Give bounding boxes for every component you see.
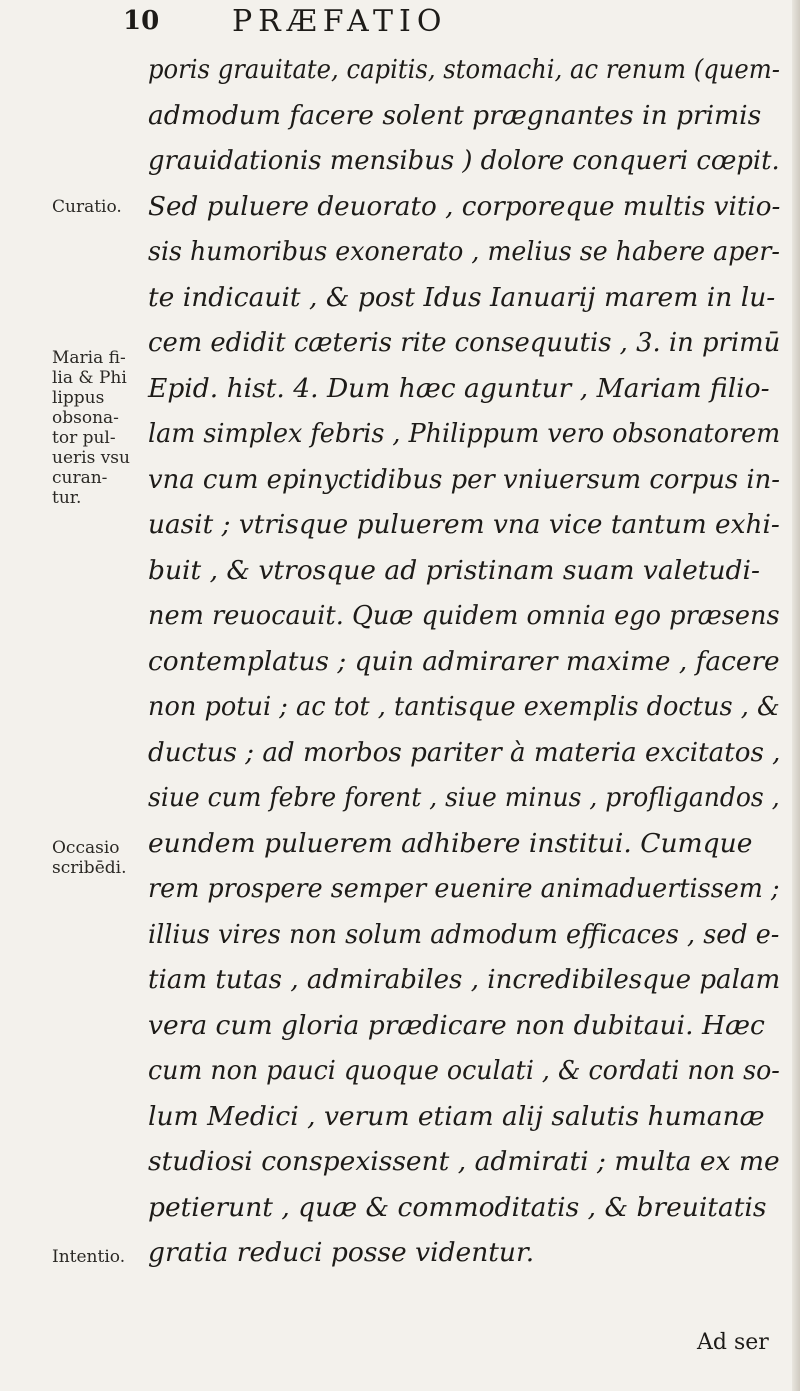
text-line: poris grauitate, capitis, stomachi, ac renum (quem-: [148, 54, 780, 85]
running-head: [0, 4, 800, 44]
text-line: studiosi conspexissent , admirati ; multa ex me: [148, 1146, 780, 1177]
margin-note-line: Curatio.: [52, 197, 122, 217]
text-line: petierunt , quæ & commoditatis , & breuitatis: [148, 1191, 767, 1223]
margin-note-line: Occasio: [52, 838, 120, 858]
margin-note-line: tur.: [52, 488, 82, 508]
margin-note-intentio: [52, 1247, 148, 1267]
margin-note-occasio: [52, 838, 148, 878]
page-edge: [792, 0, 800, 1391]
text-line: gratia reduci posse videntur.: [148, 1237, 535, 1268]
margin-note-line: obsona-: [52, 408, 119, 428]
text-line: tiam tutas , admirabiles , incredibilesque palam: [148, 964, 781, 995]
text-line: admodum facere solent prægnantes in primis: [148, 99, 762, 131]
margin-note-line: lippus: [52, 388, 105, 408]
text-line: nem reuocauit. Quæ quidem omnia ego præsens: [148, 600, 780, 631]
page-number: 10: [123, 6, 160, 36]
margin-note-line: lia & Phi: [52, 368, 127, 388]
text-line: te indicauit , & post Idus Ianuarij marem in lu-: [148, 281, 776, 313]
catchword: Ad ser: [697, 1330, 769, 1355]
margin-note-line: ueris vsu: [52, 448, 130, 468]
text-line: lam simplex febris , Philippum vero obsonatorem: [148, 418, 781, 449]
text-line: vera cum gloria prædicare non dubitaui. Hæc: [148, 1009, 765, 1041]
text-line: Epid. hist. 4. Dum hæc aguntur , Mariam filio-: [148, 372, 770, 404]
margin-note-curatio: [52, 197, 148, 217]
text-line: non potui ; ac tot , tantisque exemplis doctus , &: [148, 691, 780, 722]
text-line: vna cum epinyctidibus per vniuersum corpus in-: [148, 463, 781, 495]
text-line: siue cum febre forent , siue minus , profligandos ,: [148, 782, 780, 813]
running-title: PRÆFATIO: [232, 4, 448, 39]
text-line: Sed puluere deuorato , corporeque multis vitio-: [148, 190, 781, 222]
text-line: ductus ; ad morbos pariter à materia excitatos ,: [148, 736, 781, 768]
margin-note-line: tor pul-: [52, 428, 116, 448]
margin-note-line: scribēdi.: [52, 858, 127, 878]
margin-note-line: Intentio.: [52, 1247, 126, 1267]
text-line: grauidationis mensibus ) dolore conqueri cœpit.: [148, 145, 780, 176]
text-line: cem edidit cæteris rite consequutis , 3. in primū: [148, 327, 781, 358]
margin-note-line: Maria fi-: [52, 348, 126, 368]
text-line: lum Medici , verum etiam alij salutis humanæ: [148, 1100, 765, 1132]
text-line: buit , & vtrosque ad pristinam suam valetudi-: [148, 554, 760, 586]
text-line: cum non pauci quoque oculati , & cordati non so-: [148, 1055, 780, 1086]
text-line: uasit ; vtrisque puluerem vna vice tantum exhi-: [148, 509, 780, 540]
text-line: sis humoribus exonerato , melius se habere aper-: [148, 236, 780, 267]
text-line: rem prospere semper euenire animaduertissem ;: [148, 873, 780, 904]
margin-note-patients: [52, 348, 148, 508]
margin-note-line: curan-: [52, 468, 108, 488]
text-line: contemplatus ; quin admirarer maxime , facere: [148, 645, 780, 677]
text-line: illius vires non solum admodum efficaces , sed e-: [148, 918, 780, 950]
text-line: eundem puluerem adhibere institui. Cumque: [148, 827, 753, 859]
